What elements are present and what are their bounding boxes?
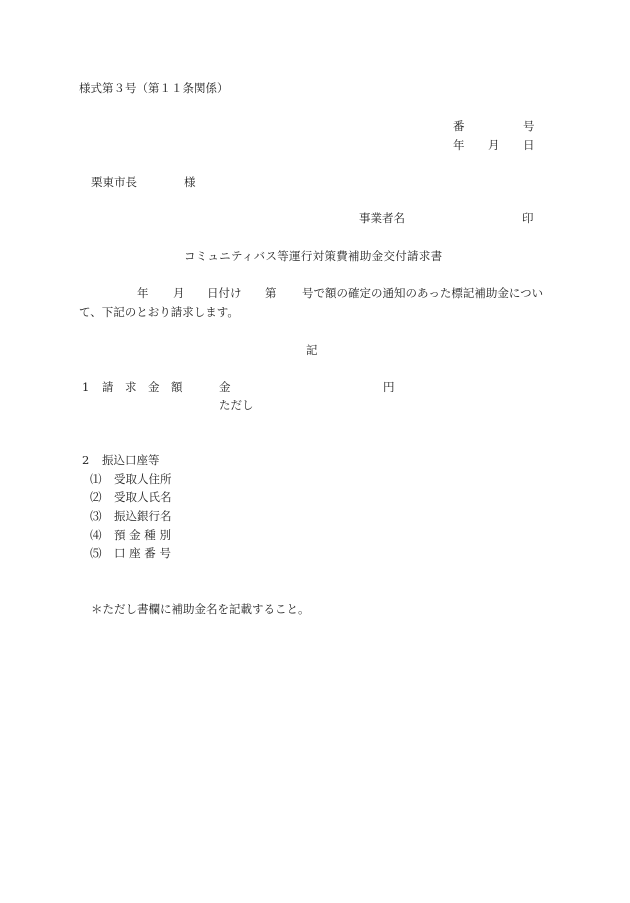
body-date-suffix: 日付け — [207, 286, 242, 300]
subitem-3-label: 振込銀行名 — [114, 509, 172, 523]
item1-label: 請 求 金 額 — [102, 380, 183, 394]
footnote: ＊ただし書欄に補助金名を記載すること。 — [91, 602, 310, 616]
document-title: コミュニティバス等運行対策費補助金交付請求書 — [184, 249, 443, 263]
subitem-3-number: ⑶ — [90, 509, 102, 523]
subitem-4-label: 預 金 種 別 — [114, 528, 171, 542]
subitem-1-number: ⑴ — [90, 472, 102, 486]
go-label: 号 — [523, 119, 535, 133]
subitem-5-number: ⑸ — [90, 546, 102, 560]
body-line2: て、下記のとおり請求します。 — [79, 305, 239, 319]
ban-label: 番 — [453, 119, 465, 133]
subitem-1-label: 受取人住所 — [114, 472, 172, 486]
applicant-label: 事業者名 — [359, 211, 405, 225]
item2-number: 2 — [82, 453, 90, 467]
subitem-2-number: ⑵ — [90, 490, 102, 504]
item1-number: 1 — [82, 380, 90, 394]
item2-label: 振込口座等 — [102, 453, 160, 467]
month-label: 月 — [488, 138, 500, 152]
body-month: 月 — [173, 286, 185, 300]
body-line1-rest: 号で額の確定の通知のあった標記補助金につい — [302, 286, 544, 300]
subitem-5-label: 口 座 番 号 — [114, 546, 171, 560]
year-label: 年 — [453, 138, 465, 152]
seal-label: 印 — [522, 211, 534, 225]
body-year: 年 — [137, 286, 149, 300]
item1-kin: 金 — [219, 380, 231, 394]
item1-tadashi: ただし — [219, 398, 254, 412]
day-label: 日 — [523, 138, 535, 152]
addressee-honorific: 様 — [184, 175, 196, 189]
subitem-4-number: ⑷ — [90, 528, 102, 542]
item1-yen: 円 — [383, 380, 395, 394]
body-dai: 第 — [265, 286, 277, 300]
addressee-name: 栗東市長 — [91, 175, 137, 189]
ki-heading: 記 — [306, 343, 318, 357]
form-number: 様式第３号（第１１条関係） — [79, 81, 229, 95]
subitem-2-label: 受取人氏名 — [114, 490, 172, 504]
